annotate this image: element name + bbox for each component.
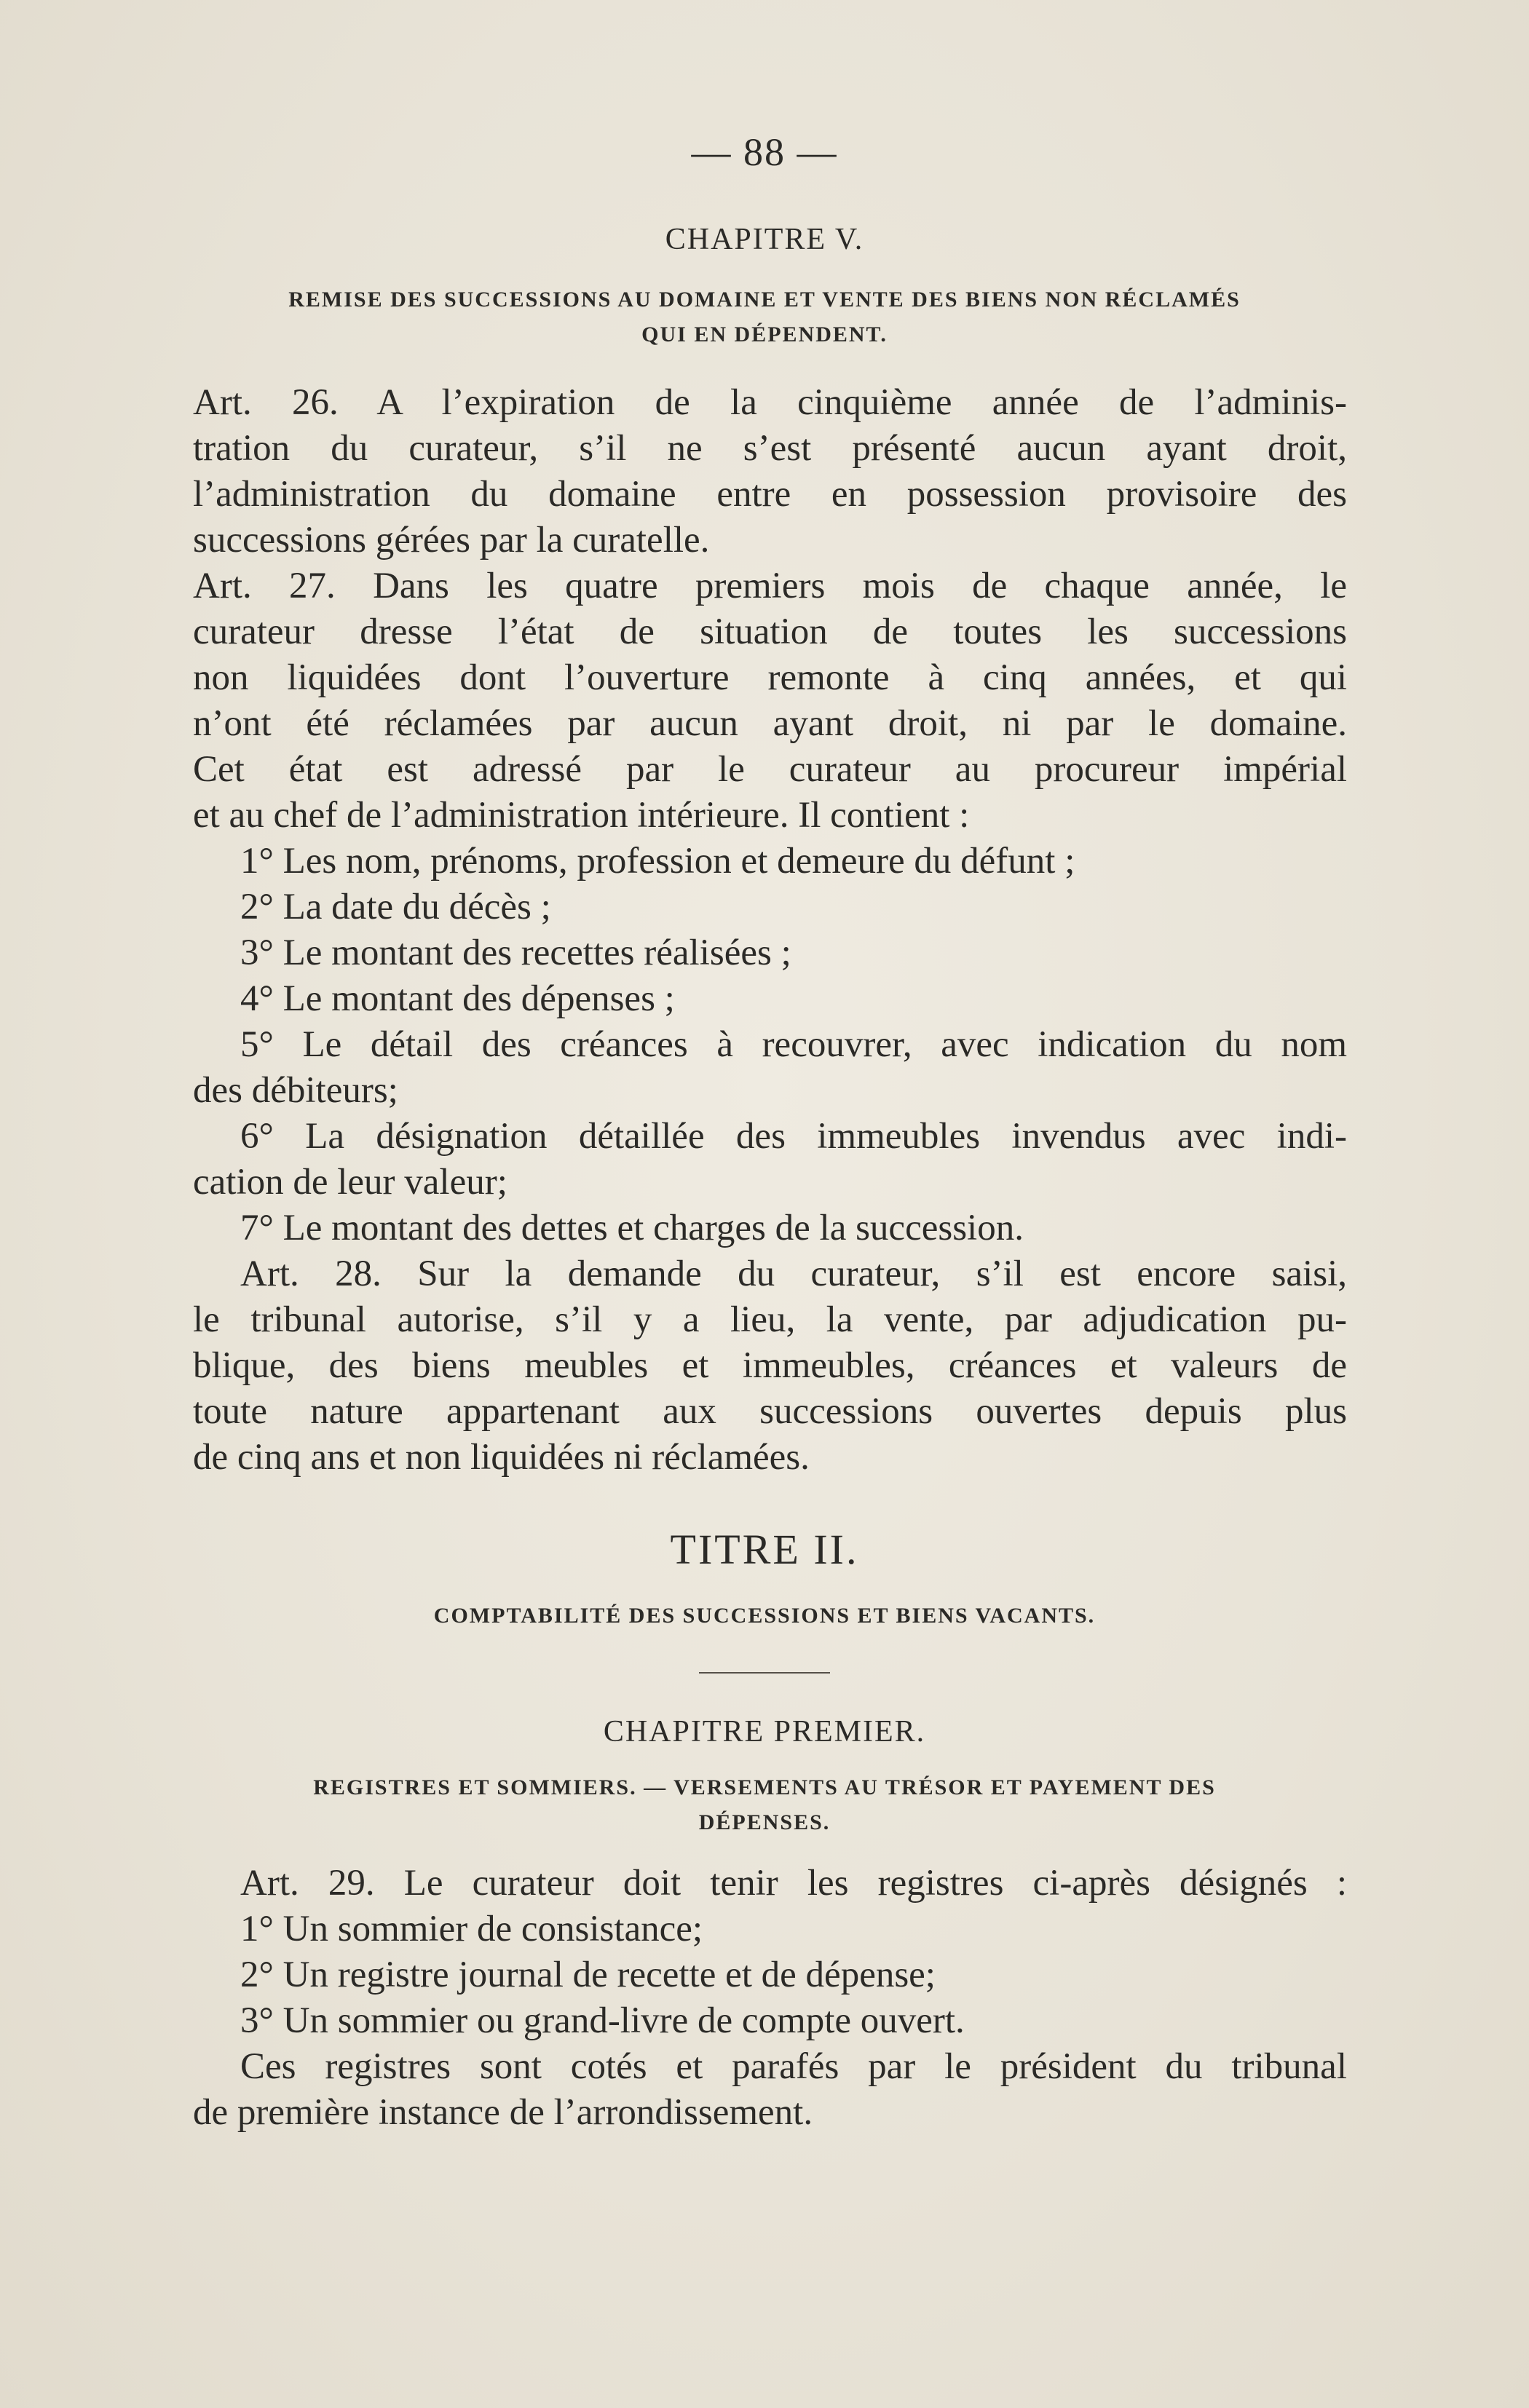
text-line: des débiteurs; (193, 1070, 398, 1111)
section-divider (699, 1672, 830, 1674)
title-subtitle: COMPTABILITÉ DES SUCCESSIONS ET BIENS VACANTS. (433, 1604, 1096, 1628)
chapter-subtitle-line-1: REGISTRES ET SOMMIERS. — VERSEMENTS AU TRÉSOR ET PAYEMENT DES (313, 1775, 1216, 1799)
text-line: et au chef de l’administration intérieure. Il contient : (193, 795, 970, 836)
list-item: 2° La date du décès ; (240, 887, 551, 927)
text-line: Cet état est adressé par le curateur au procureur impérial (193, 749, 1347, 790)
chapter-heading: CHAPITRE PREMIER. (603, 1715, 926, 1748)
list-item: 2° Un registre journal de recette et de dépense; (240, 1954, 936, 1995)
text-line: Art. 29. Le curateur doit tenir les registres ci-après désignés : (240, 1863, 1347, 1904)
text-line: non liquidées dont l’ouverture remonte à cinq années, et qui (193, 657, 1347, 698)
text-line: Ces registres sont cotés et parafés par le président du tribunal (240, 2046, 1347, 2087)
chapter-subtitle-line-2: DÉPENSES. (698, 1810, 831, 1834)
list-item: 5° Le détail des créances à recouvrer, avec indication du nom (240, 1024, 1347, 1065)
text-line: Art. 26. A l’expiration de la cinquième année de l’adminis- (193, 382, 1347, 423)
page-number: — 88 — (691, 130, 838, 174)
text-line: de cinq ans et non liquidées ni réclamées. (193, 1437, 810, 1478)
text-line: Art. 28. Sur la demande du curateur, s’il est encore saisi, (240, 1253, 1347, 1294)
chapter-subtitle-line-1: REMISE DES SUCCESSIONS AU DOMAINE ET VENTE DES BIENS NON RÉCLAMÉS (288, 288, 1241, 312)
list-item: 4° Le montant des dépenses ; (240, 978, 675, 1019)
list-item: 3° Le montant des recettes réalisées ; (240, 932, 791, 973)
text-line: tration du curateur, s’il ne s’est présenté aucun ayant droit, (193, 428, 1347, 469)
chapter-subtitle-line-2: QUI EN DÉPENDENT. (641, 322, 888, 346)
text-line: de première instance de l’arrondissement. (193, 2092, 813, 2133)
text-line: successions gérées par la curatelle. (193, 520, 710, 561)
text-line: curateur dresse l’état de situation de toutes les successions (193, 611, 1347, 652)
text-line: toute nature appartenant aux successions ouvertes depuis plus (193, 1391, 1347, 1432)
list-item: 3° Un sommier ou grand-livre de compte ouvert. (240, 2000, 965, 2041)
text-line: n’ont été réclamées par aucun ayant droit, ni par le domaine. (193, 703, 1347, 744)
text-line: le tribunal autorise, s’il y a lieu, la vente, par adjudication pu- (193, 1299, 1347, 1340)
text-line: l’administration du domaine entre en possession provisoire des (193, 474, 1347, 515)
text-line: Art. 27. Dans les quatre premiers mois de chaque année, le (193, 566, 1347, 606)
list-item: 1° Un sommier de consistance; (240, 1909, 703, 1949)
list-item: 6° La désignation détaillée des immeubles invendus avec indi- (240, 1116, 1347, 1157)
list-item: 1° Les nom, prénoms, profession et demeure du défunt ; (240, 841, 1075, 882)
list-item: 7° Le montant des dettes et charges de la succession. (240, 1208, 1024, 1248)
text-line: blique, des biens meubles et immeubles, créances et valeurs de (193, 1345, 1347, 1386)
text-line: cation de leur valeur; (193, 1162, 507, 1203)
title-heading: TITRE II. (670, 1526, 859, 1573)
chapter-heading: CHAPITRE V. (665, 223, 864, 256)
